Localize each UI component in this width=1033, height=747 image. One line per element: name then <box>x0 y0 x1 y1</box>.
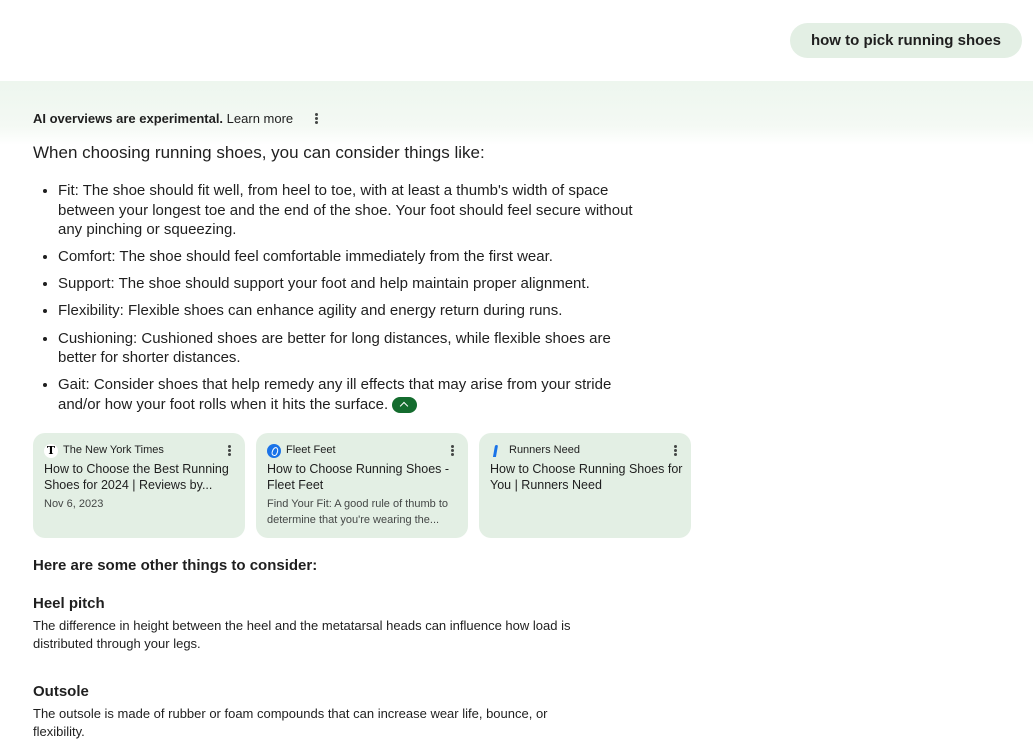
list-item <box>58 181 633 240</box>
source-title: How to Choose the Best Running Shoes for 2024 | Reviews by... <box>44 462 229 492</box>
source-date: Nov 6, 2023 <box>44 498 104 510</box>
source-name: Fleet Feet <box>286 444 336 456</box>
chevron-up-icon <box>400 402 408 410</box>
learn-more-link[interactable]: Learn more <box>226 111 294 126</box>
section-body: The difference in height between the heel and the metatarsal heads can influence how load is distributed through your legs. <box>33 618 571 651</box>
ai-notice <box>33 110 293 128</box>
query-bubble: how to pick running shoes <box>790 23 1022 58</box>
source-snippet: Find Your Fit: A good rule of thumb to determine that you're wearing the... <box>267 498 449 526</box>
list-item <box>58 329 633 368</box>
other-considerations-heading: Here are some other things to consider: <box>33 557 318 574</box>
section-title: Heel pitch <box>33 595 105 612</box>
top-area <box>0 0 1033 81</box>
source-name: Runners Need <box>509 444 580 456</box>
fleet-feet-logo-icon <box>267 444 281 458</box>
collapse-button[interactable] <box>392 397 417 413</box>
source-name: The New York Times <box>63 444 164 456</box>
more-options-icon[interactable] <box>308 110 324 128</box>
source-title: How to Choose Running Shoes for You | Runners Need <box>490 462 683 492</box>
ai-notice-text: AI overviews are experimental. <box>33 111 224 126</box>
point-text: Support: The shoe should support your foot and help maintain proper alignment. <box>58 275 590 293</box>
overview-points <box>33 181 633 422</box>
more-options-icon[interactable] <box>221 442 237 460</box>
list-item <box>58 375 633 414</box>
source-title: How to Choose Running Shoes - Fleet Feet <box>267 462 450 492</box>
more-options-icon[interactable] <box>667 442 683 460</box>
source-cards-carousel[interactable] <box>33 433 683 538</box>
source-card[interactable] <box>479 433 691 538</box>
overview-intro: When choosing running shoes, you can consider things like: <box>33 143 485 162</box>
point-text: Cushioning: Cushioned shoes are better for long distances, while flexible shoes are better for shorter distances. <box>58 329 611 367</box>
more-options-icon[interactable] <box>444 442 460 460</box>
section-body: The outsole is made of rubber or foam compounds that can increase wear life, bounce, or flexibility. <box>33 706 548 739</box>
point-text: Comfort: The shoe should feel comfortable immediately from the first wear. <box>58 248 553 266</box>
list-item <box>58 301 633 321</box>
point-text: Flexibility: Flexible shoes can enhance agility and energy return during runs. <box>58 302 563 320</box>
source-card[interactable] <box>256 433 468 538</box>
list-item <box>58 274 633 294</box>
nyt-logo-icon: T <box>44 444 58 458</box>
list-item <box>58 247 633 267</box>
source-card[interactable] <box>33 433 245 538</box>
section-title: Outsole <box>33 683 89 700</box>
runners-need-logo-icon <box>490 444 504 458</box>
point-text: Fit: The shoe should fit well, from heel to toe, with at least a thumb's width of space between your longest toe and the end of the shoe. Your foot should feel secure without any pinching or squeezing. <box>58 182 633 239</box>
point-text: Gait: Consider shoes that help remedy any ill effects that may arise from your stride and/or how your foot rolls when it hits the surface. <box>58 376 612 413</box>
